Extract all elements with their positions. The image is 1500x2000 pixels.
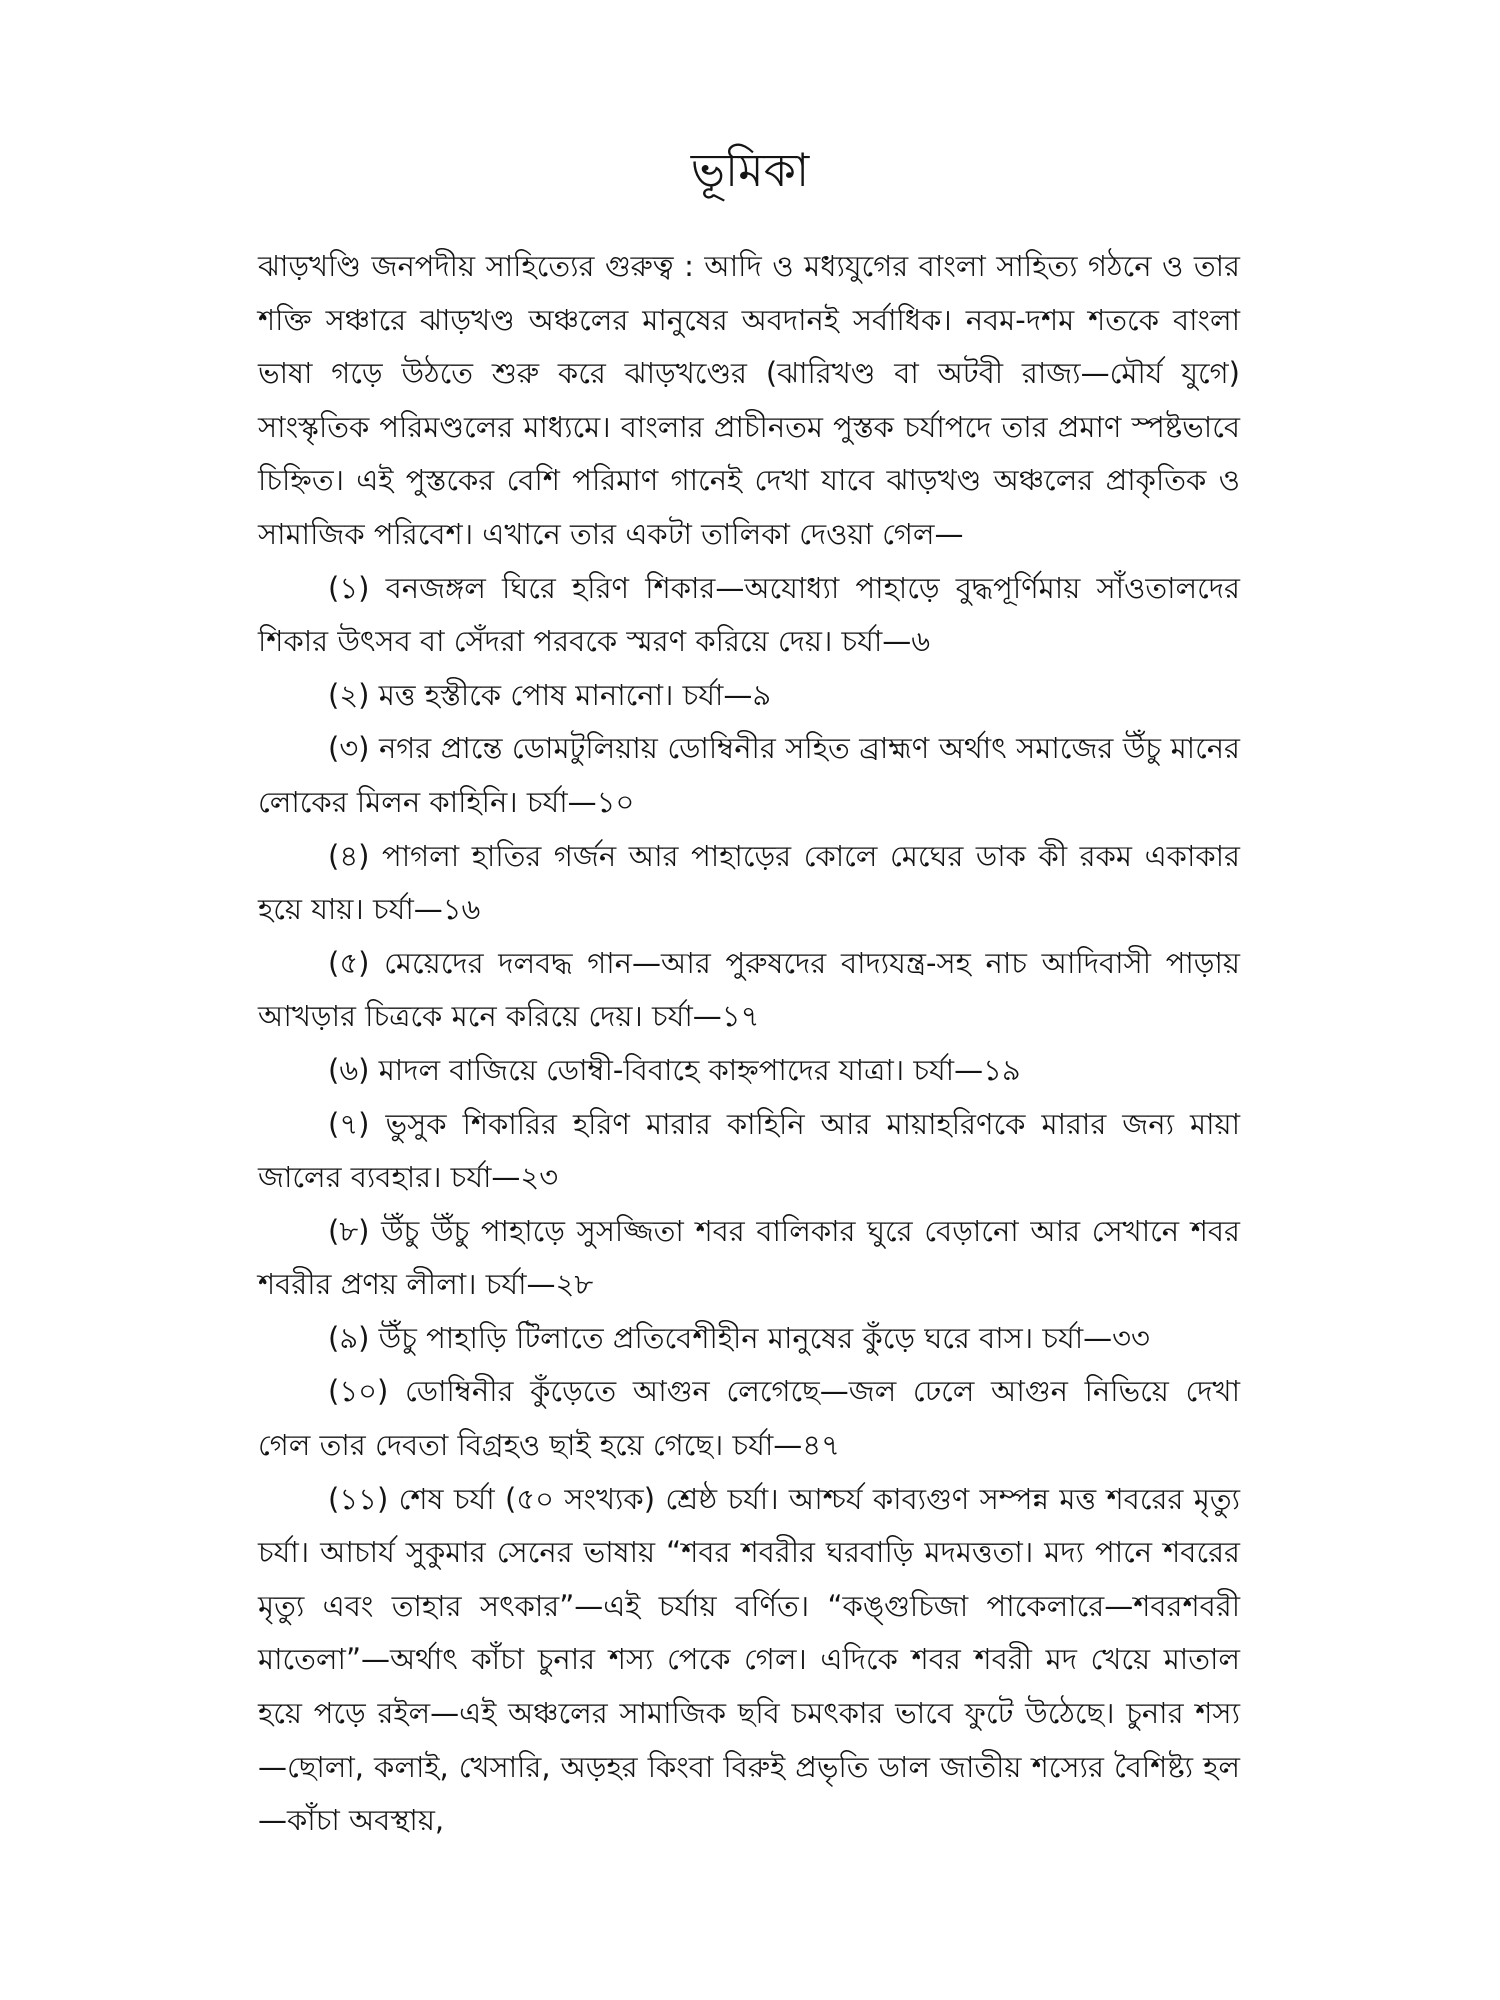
list-item: (১১) শেষ চর্যা (৫০ সংখ্যক) শ্রেষ্ঠ চর্যা। আশ্চর্য কাব্যগুণ সম্পন্ন মত্ত শবরের মৃত্যু চর্যা। আচার্য সুকুমার সেনের ভাষায় “শবর শবরীর ঘরবাড়ি মদমত্ততা। মদ্য পানে শবরের মৃত্যু এবং তাহার সৎকার”—এই চর্যায় বর্ণিত। “কঙ্গুচিজা পাকেলারে—শবরশবরী মাতেলা”—অর্থাৎ কাঁচা চুনার শস্য পেকে গেল। এদিকে শবর শবরী মদ খেয়ে মাতাল হয়ে পড়ে রইল—এই অঞ্চলের সামাজিক ছবি চমৎকার ভাবে ফুটে উঠেছে। চুনার শস্য—ছোলা, কলাই, খেসারি, অড়হর কিংবা বিরুই প্রভৃতি ডাল জাতীয় শস্যের বৈশিষ্ট্য হল—কাঁচা অবস্থায়, <box>258 1481 1240 1838</box>
list-item: (৬) মাদল বাজিয়ে ডোম্বী-বিবাহে কাহ্নপাদের যাত্রা। চর্যা—১৯ <box>328 1052 1021 1087</box>
list-item: (৪) পাগলা হাতির গর্জন আর পাহাড়ের কোলে মেঘের ডাক কী রকম একাকার হয়ে যায়। চর্যা—১৬ <box>258 838 1240 927</box>
list-item: (৩) নগর প্রান্তে ডোমটুলিয়ায় ডোম্বিনীর সহিত ব্রাহ্মণ অর্থাৎ সমাজের উঁচু মানের লোকের মিলন কাহিনি। চর্যা—১০ <box>258 731 1240 819</box>
list-item: (৭) ভুসুক শিকারির হরিণ মারার কাহিনি আর মায়াহরিণকে মারার জন্য মায়া জালের ব্যবহার। চর্যা—২৩ <box>258 1106 1240 1195</box>
list-item: (১) বনজঙ্গল ঘিরে হরিণ শিকার—অযোধ্যা পাহাড়ে বুদ্ধপূর্ণিমায় সাঁওতালদের শিকার উৎসব বা সেঁদরা পরবকে স্মরণ করিয়ে দেয়। চর্যা—৬ <box>258 570 1240 659</box>
list-item: (২) মত্ত হস্তীকে পোষ মানানো। চর্যা—৯ <box>328 677 772 712</box>
list-item: (৫) মেয়েদের দলবদ্ধ গান—আর পুরুষদের বাদ্যযন্ত্র-সহ নাচ আদিবাসী পাড়ায় আখড়ার চিত্রকে মনে করিয়ে দেয়। চর্যা—১৭ <box>258 945 1240 1034</box>
intro-paragraph: ঝাড়খণ্ডি জনপদীয় সাহিত্যের গুরুত্ব : আদি ও মধ্যযুগের বাংলা সাহিত্য গঠনে ও তার শক্তি সঞ্চারে ঝাড়খণ্ড অঞ্চলের মানুষের অবদানই সর্বাধিক। নবম-দশম শতকে বাংলা ভাষা গড়ে উঠতে শুরু করে ঝাড়খণ্ডের (ঝারিখণ্ড বা অটবী রাজ্য—মৌর্য যুগে) সাংস্কৃতিক পরিমণ্ডলের মাধ্যমে। বাংলার প্রাচীনতম পুস্তক চর্যাপদে তার প্রমাণ স্পষ্টভাবে চিহ্নিত। এই পুস্তকের বেশি পরিমাণ গানেই দেখা যাবে ঝাড়খণ্ড অঞ্চলের প্রাকৃতিক ও সামাজিক পরিবেশ। এখানে তার একটা তালিকা দেওয়া গেল— <box>258 249 1240 551</box>
list-item: (৮) উঁচু উঁচু পাহাড়ে সুসজ্জিতা শবর বালিকার ঘুরে বেড়ানো আর সেখানে শবর শবরীর প্রণয় লীলা। চর্যা—২৮ <box>258 1213 1240 1302</box>
list-item: (১০) ডোম্বিনীর কুঁড়েতে আগুন লেগেছে—জল ঢেলে আগুন নিভিয়ে দেখা গেল তার দেবতা বিগ্রহও ছাই হয়ে গেছে। চর্যা—৪৭ <box>258 1374 1240 1463</box>
list-item: (৯) উঁচু পাহাড়ি টিলাতে প্রতিবেশীহীন মানুষের কুঁড়ে ঘরে বাস। চর্যা—৩৩ <box>328 1320 1150 1355</box>
page-title: ভূমিকা <box>690 143 810 197</box>
page-body <box>258 240 1240 1848</box>
